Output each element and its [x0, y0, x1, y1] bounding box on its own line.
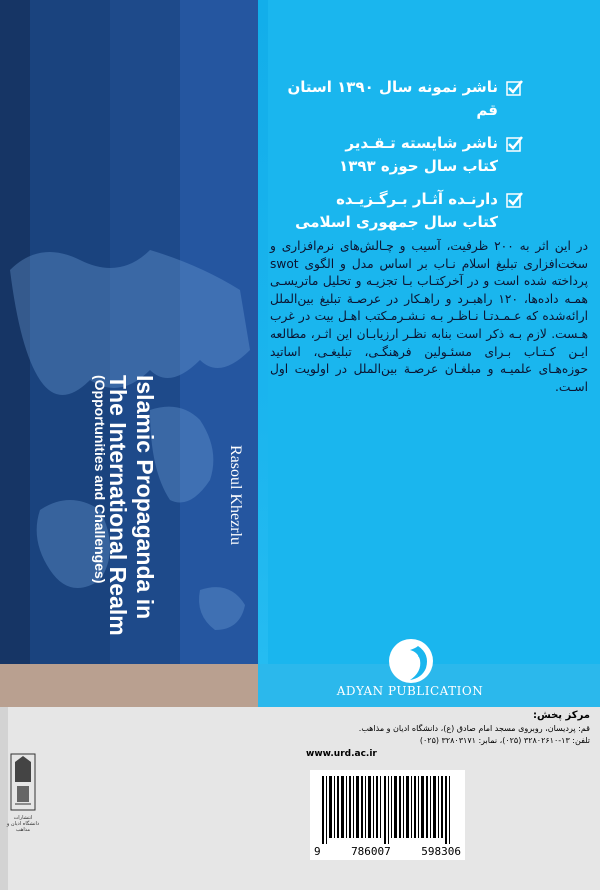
award-line: دارنـده آثـار بـرگـزیـده	[336, 190, 498, 208]
emblem-caption: انتشارات دانشگاه ادیان و مذاهب	[6, 815, 40, 833]
award-item	[274, 132, 524, 178]
award-line: کتاب سال حوزه ۱۳۹۳	[339, 157, 498, 175]
barcode-icon	[314, 776, 461, 844]
checkmark-icon	[506, 135, 524, 153]
award-line: ناشر نمونه سال ۱۳۹۰ استان قم	[287, 78, 498, 119]
award-line: کتاب سال جمهوری اسلامی	[295, 213, 498, 231]
university-emblem-icon	[9, 752, 37, 812]
website-url: www.urd.ac.ir	[306, 749, 377, 759]
author-name: Rasoul Khezrlu	[227, 445, 244, 545]
awards-list	[274, 76, 524, 244]
swirl-logo-icon	[388, 638, 434, 684]
isbn-left-group: 786007	[351, 845, 391, 858]
book-description	[270, 238, 588, 396]
isbn-right-group: 598306	[421, 845, 461, 858]
distribution-phone: تلفن: ۱۳-۳۲۸۰۲۶۱۰ (۰۲۵)، نمابر: ۳۲۸۰۳۱۷۱ (۰۲۵)	[419, 736, 590, 745]
isbn-barcode	[310, 770, 465, 860]
checkmark-icon	[506, 79, 524, 97]
title-line-1: Islamic Propaganda in	[132, 375, 158, 620]
distribution-heading: مرکز پخش:	[532, 710, 590, 721]
award-item	[274, 188, 524, 234]
publisher-name: ADYAN PUBLICATION	[336, 684, 484, 698]
distribution-address: قم: پردیسان، روبروی مسجد امام صادق (ع)، دانشگاه ادیان و مذاهب.	[358, 724, 590, 733]
award-line: ناشر شایسته تـقـدیر	[345, 134, 498, 152]
distribution-info	[306, 710, 590, 759]
isbn-number	[310, 845, 465, 858]
title-line-2: The International Realm	[105, 375, 131, 636]
tan-band	[0, 664, 258, 707]
bottom-spine-edge	[0, 707, 8, 890]
description-text: در این اثر به ۲۰۰ ظرفیت، آسیب و چـالش‌های نرم‌افزاری و سخت‌افزاری تبلیغ اسلام نـاب بر اساس مدل و الگوی swot پرداخته شده است و در آخرکتـاب بـا تجزیـه و تحلیل ماتریسـی همـه داده‌ها، ۱۲۰ راهبـرد و راهـکار در عرصـة تبلیغ بین‌الملل ارائه‌شده که عـمـدتـا نـاظـر بـه نـشـرمـکتب اهـل بیت در غرب هـست. لازم بـه ذکر است بنابه نظـر ارزیابـان این اثـر، مطالعه ایـن کـتـاب بـرای مسئـولین فرهنگـی، تبلیغـی، اساتید حوزه‌هـای علمیـه و مبلغـان عرصـة بین‌الملل در اولویت اول اسـت.	[270, 239, 588, 394]
isbn-first-digit: 9	[314, 845, 321, 858]
checkmark-icon	[506, 191, 524, 209]
award-item	[274, 76, 524, 122]
subtitle: (Opportunities and Challenges)	[92, 375, 108, 584]
